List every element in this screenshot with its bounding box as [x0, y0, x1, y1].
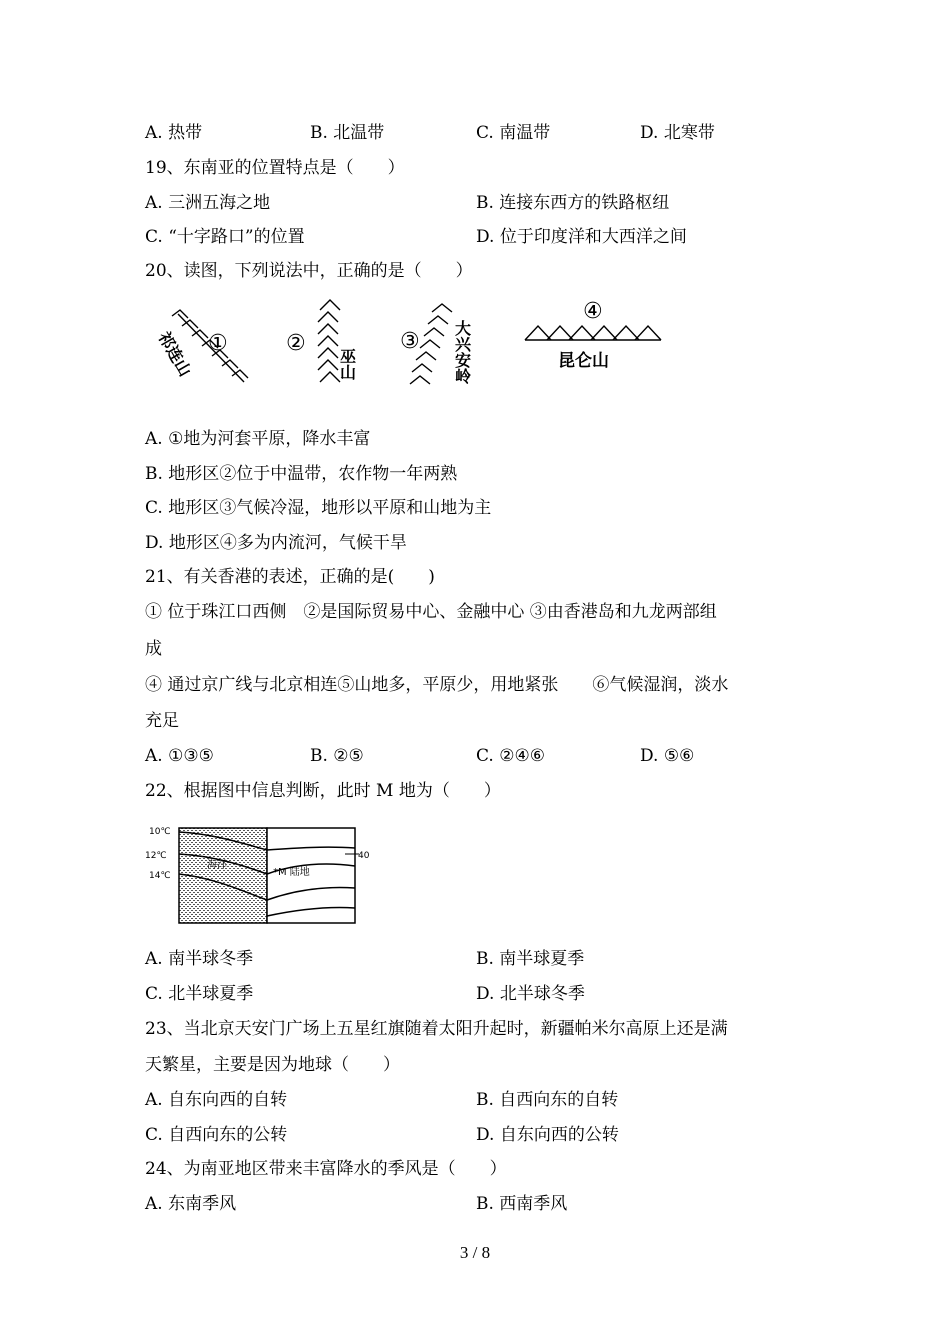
q21-statement-line-4: 充足: [145, 711, 179, 731]
q18-option-a: A. 热带: [145, 123, 203, 143]
mountain-2-number: ②: [286, 331, 306, 356]
q19-option-c: C. “十字路口”的位置: [145, 227, 305, 247]
mountain-4-number: ④: [583, 299, 603, 324]
q19-option-b: B. 连接东西方的铁路枢纽: [476, 193, 670, 213]
mountain-range-4-icon: [525, 326, 661, 340]
q22-option-b: B. 南半球夏季: [476, 949, 585, 969]
q21-option-a: A. ①③⑤: [145, 746, 214, 766]
sea-label: 海洋: [207, 860, 227, 871]
isotherm-label-14: 14℃: [149, 871, 171, 881]
mountain-1-number: ①: [208, 331, 228, 356]
q22-option-c: C. 北半球夏季: [145, 984, 254, 1004]
q20-option-d: D. 地形区④多为内流河，气候干旱: [145, 533, 407, 553]
mountain-3-name: 大兴安岭: [452, 320, 472, 384]
q22-option-d: D. 北半球冬季: [476, 984, 585, 1004]
q18-option-c: C. 南温带: [476, 123, 551, 143]
q24-option-b: B. 西南季风: [476, 1194, 568, 1214]
q19-stem: 19、东南亚的位置特点是（ ）: [145, 158, 405, 178]
q19-option-a: A. 三洲五海之地: [145, 193, 271, 213]
isotherm-label-12: 12℃: [145, 851, 167, 861]
mountain-4-name: 昆仑山: [558, 351, 609, 371]
q24-option-a: A. 东南季风: [145, 1194, 237, 1214]
q18-option-b: B. 北温带: [310, 123, 385, 143]
q21-stem: 21、有关香港的表述，正确的是( ): [145, 567, 435, 587]
mountain-1-name: 祁连山: [154, 328, 195, 380]
q20-option-a: A. ①地为河套平原，降水丰富: [145, 429, 371, 449]
mountain-2-name: 巫山: [337, 348, 357, 380]
q21-statement-line-1: ① 位于珠江口西侧 ②是国际贸易中心、金融中心 ③由香港岛和九龙两部组: [145, 602, 717, 622]
q23-option-c: C. 自西向东的公转: [145, 1125, 288, 1145]
q20-stem: 20、读图，下列说法中，正确的是（ ）: [145, 261, 473, 281]
q20-option-b: B. 地形区②位于中温带，农作物一年两熟: [145, 464, 458, 484]
q23-option-b: B. 自西向东的自转: [476, 1090, 619, 1110]
isotherm-label-10: 10℃: [149, 827, 171, 837]
latitude-label: 40: [358, 851, 370, 861]
q21-option-d: D. ⑤⑥: [640, 746, 695, 766]
q21-statement-line-3: ④ 通过京广线与北京相连⑤山地多，平原少，用地紧张 ⑥气候湿润，淡水: [145, 675, 729, 695]
mountain-figure: [150, 298, 670, 398]
q23-stem-line-2: 天繁星，主要是因为地球（ ）: [145, 1055, 400, 1075]
q23-option-d: D. 自东向西的公转: [476, 1125, 619, 1145]
q21-option-b: B. ②⑤: [310, 746, 364, 766]
page-number: 3 / 8: [459, 1243, 491, 1262]
q21-option-c: C. ②④⑥: [476, 746, 545, 766]
q23-option-a: A. 自东向西的自转: [145, 1090, 288, 1110]
q20-option-c: C. 地形区③气候冷湿，地形以平原和山地为主: [145, 498, 492, 518]
q23-stem-line-1: 23、当北京天安门广场上五星红旗随着太阳升起时，新疆帕米尔高原上还是满: [145, 1019, 728, 1039]
q19-option-d: D. 位于印度洋和大西洋之间: [476, 227, 687, 247]
land-label: *M 陆地: [273, 867, 310, 878]
q22-stem: 22、根据图中信息判断，此时 M 地为（ ）: [145, 781, 501, 801]
isotherm-figure: [145, 820, 375, 930]
q18-option-d: D. 北寒带: [640, 123, 715, 143]
q21-statement-line-2: 成: [145, 639, 162, 659]
mountain-3-number: ③: [400, 329, 420, 354]
q24-stem: 24、为南亚地区带来丰富降水的季风是（ ）: [145, 1159, 507, 1179]
q22-option-a: A. 南半球冬季: [145, 949, 254, 969]
